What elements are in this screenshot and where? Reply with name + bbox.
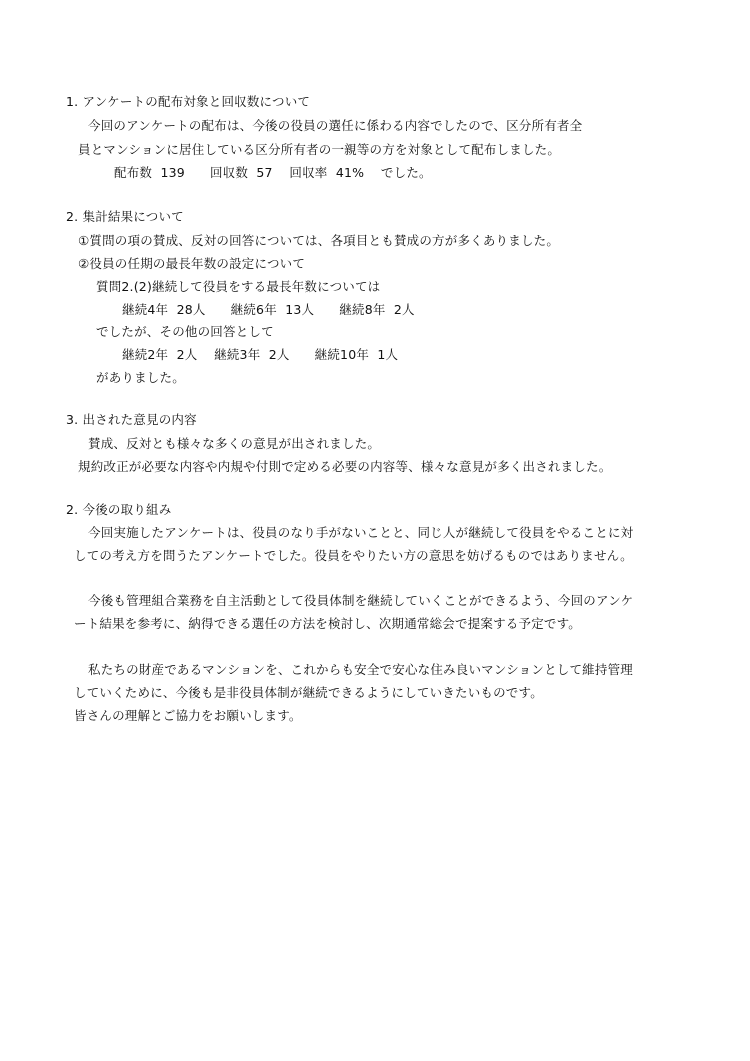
section3-line1: 賛成、反対とも様々な多くの意見が出されました。: [88, 436, 381, 451]
other-answers-intro: でしたが、その他の回答として: [96, 324, 274, 339]
other-answers: 継続2年 2人 継続3年 2人 継続10年 1人: [122, 347, 399, 362]
section2-heading: 2. 集計結果について: [66, 209, 184, 224]
section4-p1-line2: しての考え方を問うたアンケートでした。役員をやりたい方の意思を妨げるものではありません。: [74, 548, 633, 563]
section4-p3-line2: していくために、今後も是非役員体制が継続できるようにしていきたいものです。: [74, 685, 543, 700]
section4-p1-line1: 今回実施したアンケートは、役員のなり手がないことと、同じ人が継続して役員をやることに対: [88, 525, 634, 540]
section4-p2-line2: ート結果を参考に、納得できる選任の方法を検討し、次期通常総会で提案する予定です。: [74, 616, 582, 631]
section1-paragraph-line1: 今回のアンケートの配布は、今後の役員の選任に係わる内容でしたので、区分所有者全: [88, 118, 583, 133]
main-answers: 継続4年 28人 継続6年 13人 継続8年 2人: [122, 302, 415, 317]
distribution-stats: 配布数 139 回収数 57 回収率 41% でした。: [114, 165, 432, 180]
section3-heading: 3. 出された意見の内容: [66, 412, 197, 427]
section3-line2: 規約改正が必要な内容や内規や付則で定める必要の内容等、様々な意見が多く出されました。: [78, 459, 612, 474]
section1-heading: 1. アンケートの配布対象と回収数について: [66, 94, 311, 109]
section2-item1: ①質問の項の賛成、反対の回答については、各項目とも賛成の方が多くありました。: [78, 233, 560, 248]
section2-item2: ②役員の任期の最長年数の設定について: [78, 256, 306, 271]
section1-paragraph-line2: 員とマンションに居住している区分所有者の一親等の方を対象として配布しました。: [78, 142, 561, 157]
section4-heading: 2. 今後の取り組み: [66, 502, 172, 517]
section4-p2-line1: 今後も管理組合業務を自主活動として役員体制を継続していくことができるよう、今回のアンケ: [88, 593, 634, 608]
section4-p3-line3: 皆さんの理解とご協力をお願いします。: [74, 708, 302, 723]
section4-p3-line1: 私たちの財産であるマンションを、これからも安全で安心な住み良いマンションとして維持管理: [88, 662, 633, 677]
question-text: 質問2.(2)継続して役員をする最長年数については: [96, 279, 381, 294]
section2-closing: がありました。: [96, 370, 185, 385]
